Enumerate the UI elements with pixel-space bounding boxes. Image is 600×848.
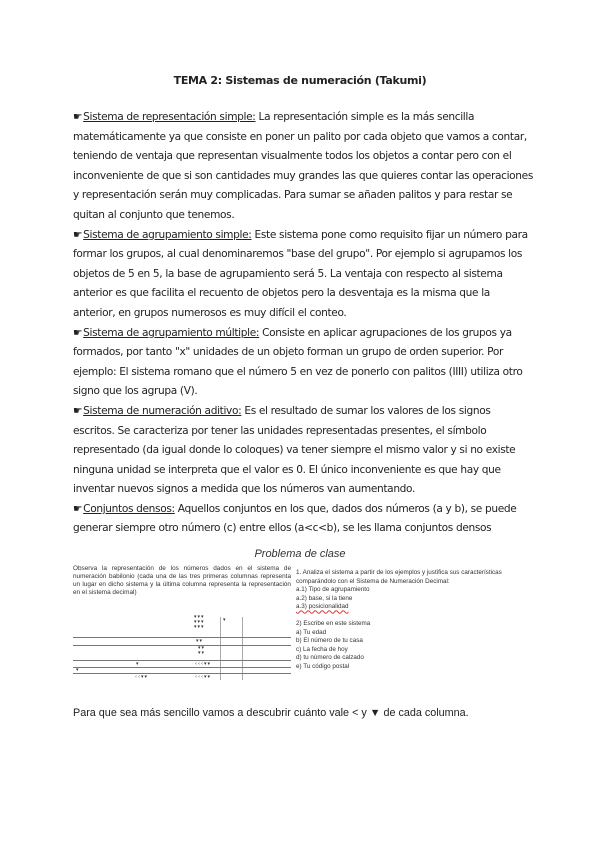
cuneiform-marks: ▾▾▾ ▾▾▾ ▾▾▾ [194,614,205,630]
table-row-divider [73,667,291,668]
cuneiform-marks: ▾ [76,667,80,673]
section-label: Sistema de representación simple: [83,111,256,123]
table-row-divider [73,645,291,646]
pointing-hand-icon: ☛ [73,111,83,123]
section-label: Sistema de agrupamiento simple: [83,228,252,241]
document-title: TEMA 2: Sistemas de numeración (Takumi) [173,74,427,87]
section-text: Este sistema pone como requisito fijar un número para formar los grupos, al cual denominaremos "base del grupo". Por ejemplo si agrupamos los objetos de 5 en 5, la base de agrupamiento será 5. La ventaja con respecto al sistema anterior es que facilita el recuento de objetos pero la desventaja es la misma que la anterior, en grupos numerosos es muy difícil el conteo. [73,228,528,319]
question-2-item: e) Tu código postal [296,662,350,670]
table-column-divider [220,617,221,680]
problem-heading: Problema de clase [254,548,346,560]
table-row-divider [73,660,291,661]
section-text: Es el resultado de sumar los valores de los signos escritos. Se caracteriza por tener las unidades representadas presentes, el símbolo representado (da igual donde lo coloques) va tener siempre el mismo valor y si no existe ninguna unidad se interpreta que el valor es 0. El único inconveniente es que hay que inventar nuevos signos a medida que los números van aumentando. [73,404,516,496]
section-text: Aquellos conjuntos en los que, dados dos números (a y b), se puede generar siempre otro número (c) entre ellos (a<c<b), se les llama conjuntos densos [73,502,517,535]
question-1-item: a.2) base, si la tiene [296,594,353,602]
section-agrupamiento-simple [73,226,535,324]
babylonian-exercise-image [73,565,291,680]
question-2-item: d) tu número de calzado [296,654,364,662]
cuneiform-marks: ▾ [223,617,227,623]
final-sentence: Para que sea más sencillo vamos a descubrir cuánto vale < y ▼ de cada columna. [73,707,469,719]
table-row-divider [73,673,291,674]
cuneiform-marks: ‹‹‹▾▾ [195,674,212,680]
babylonian-table [73,614,291,680]
question-1-item: a.3) posicionalidad [296,603,349,611]
table-column-divider [242,617,243,680]
exercise-questions [296,569,536,672]
exercise-instructions: Observa la representación de los números dados en el sistema de numeración babilonio (cada una de las tres primeras columnas representa un lugar en dicho sistema y la última columna representa la representación en el sistema decimal) [73,565,291,596]
section-text: Consiste en aplicar agrupaciones de los grupos ya formados, por tanto "x" unidades de un objeto forman un grupo de orden superior. Por ejemplo: El sistema romano que el número 5 en vez de ponerlo con palitos (IIII) utiliza otro signo que los agrupa (V). [73,326,523,398]
section-representacion-simple [73,108,535,226]
question-1-item: a.1) Tipo de agrupamiento [296,586,370,594]
section-label: Sistema de agrupamiento múltiple: [83,326,260,339]
pointing-hand-icon: ☛ [73,326,83,339]
question-2-item: a) Tu edad [296,628,327,636]
cuneiform-marks: ▾▾ ▾▾ [198,645,206,656]
question-2-item: c) La fecha de hoy [296,645,348,653]
pointing-hand-icon: ☛ [73,404,83,417]
cuneiform-marks: ▾ [136,661,140,667]
question-1: 1. Analiza el sistema a partir de los ejemplos y justifica sus características comparándolo con el Sistema de Numeración Decimal: [296,569,502,585]
question-2-item: b) El número de tu casa [296,637,363,645]
cuneiform-marks: ‹‹‹▾▾ [195,661,212,667]
pointing-hand-icon: ☛ [73,228,83,241]
section-conjuntos-densos [73,500,535,539]
section-agrupamiento-multiple [73,324,535,402]
pointing-hand-icon: ☛ [73,502,83,515]
cuneiform-marks: ‹‹▾▾ [135,674,149,680]
document-body [73,108,535,539]
table-row-divider [73,637,291,638]
section-label: Sistema de numeración aditivo: [83,404,242,417]
section-text: La representación simple es la más sencilla matemáticamente ya que consiste en poner un palito por cada objeto que vamos a contar, teniendo de ventaja que representan visualmente todos los objetos a contar pero con el inconveniente de que si son cantidades muy grandes las que quieres contar las operaciones y representación serán muy complicadas. Para sumar se añaden palitos y para restar se quitan al conjunto que tenemos. [73,111,534,221]
cuneiform-marks: ▾▾ [196,638,204,644]
section-label: Conjuntos densos: [83,502,175,515]
section-aditivo [73,402,535,500]
question-2: 2) Escribe en este sistema [296,619,371,627]
